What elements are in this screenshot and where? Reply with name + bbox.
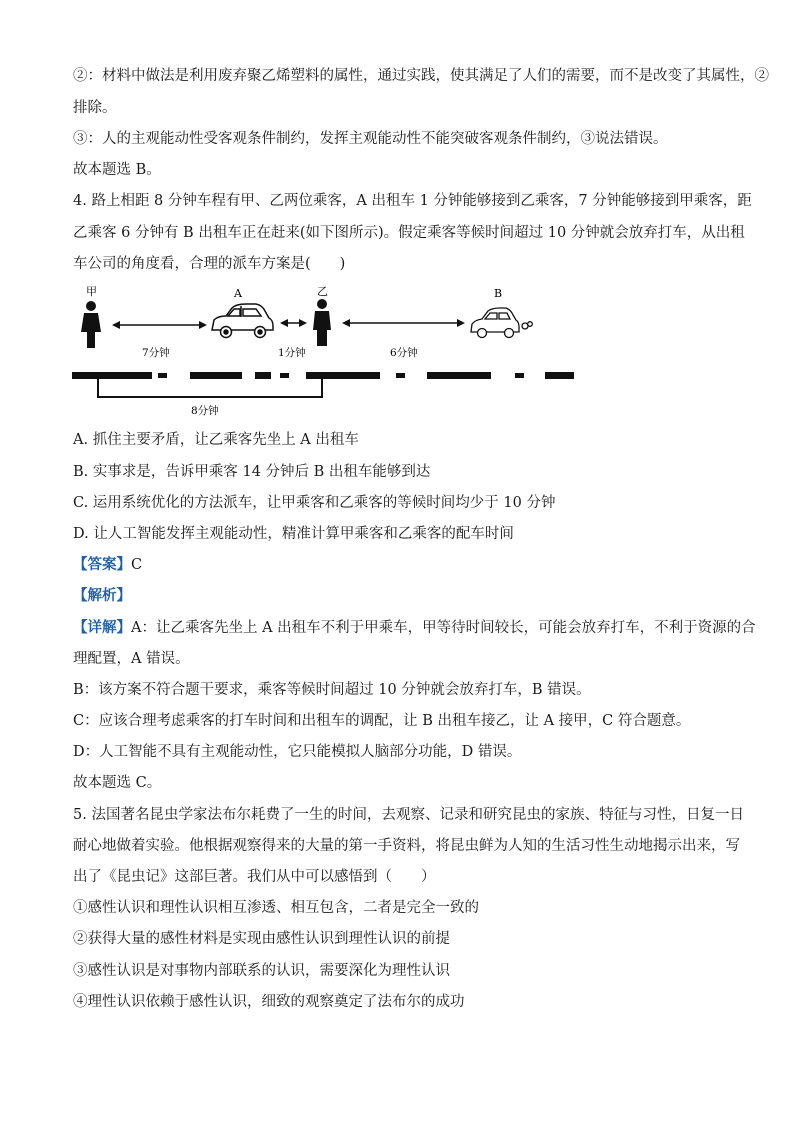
q4-option-c: C. 运用系统优化的方法派车，让甲乘客和乙乘客的等候时间均少于 10 分钟 (73, 495, 556, 511)
arrow-a-to-yi (280, 319, 307, 327)
answer-value: C (131, 557, 143, 573)
arrow-yi-to-b (342, 319, 465, 327)
q4-stem-line2: 乙乘客 6 分钟有 B 出租车正在赶来(如下图所示)。假定乘客等候时间超过 10 分钟就会放弃打车，从出租 (73, 225, 745, 241)
q4-analysis-heading (73, 586, 733, 606)
q4-option-b: B. 实事求是，告诉甲乘客 14 分钟后 B 出租车能够到达 (73, 464, 431, 480)
arrow-jia-to-a (112, 321, 207, 329)
q3-item3: ③：人的主观能动性受客观条件制约，发挥主观能动性不能突破客观条件制约，③说法错误。 (73, 131, 668, 147)
answer-tag: 【答案】 (73, 556, 131, 573)
q3-item2-line1: ②：材料中做法是利用废弃聚乙烯塑料的属性，通过实践，使其满足了人们的需要，而不是改变了其属性，② (73, 68, 769, 84)
label-jia: 甲 (86, 285, 97, 298)
q4-detail-a-line1 (73, 618, 756, 638)
q5-item4: ④理性认识依赖于感性认识，细致的观察奠定了法布尔的成功 (73, 994, 465, 1010)
q4-option-a: A. 抓住主要矛盾，让乙乘客先坐上 A 出租车 (73, 432, 359, 448)
car-a-icon (212, 304, 273, 338)
q3-conclusion: 故本题选 B。 (73, 162, 161, 178)
q4-detail-b: B：该方案不符合题干要求，乘客等候时间超过 10 分钟就会放弃打车，B 错误。 (73, 682, 591, 698)
analysis-tag: 【解析】 (73, 587, 131, 604)
dist-total: 8分钟 (191, 405, 219, 417)
q4-answer (73, 555, 733, 575)
q4-taxi-diagram (0, 280, 794, 425)
bracket-8-minutes (98, 379, 322, 397)
dist-a-yi: 1分钟 (278, 347, 306, 359)
q5-item1: ①感性认识和理性认识相互渗透、相互包含，二者是完全一致的 (73, 900, 479, 916)
q4-stem-line3: 车公司的角度看，合理的派车方案是( ) (73, 256, 346, 272)
q4-conclusion: 故本题选 C。 (73, 775, 162, 791)
detail-tag: 【详解】 (73, 619, 131, 636)
q4-detail-c: C：应该合理考虑乘客的打车时间和出租车的调配，让 B 出租车接乙，让 A 接甲，C 符合题意。 (73, 713, 691, 729)
q5-item2: ②获得大量的感性材料是实现由感性认识到理性认识的前提 (73, 931, 450, 947)
dist-jia-a: 7分钟 (142, 347, 170, 359)
q4-option-d: D. 让人工智能发挥主观能动性，精准计算甲乘客和乙乘客的配车时间 (73, 526, 514, 542)
q3-item2-line2: 排除。 (73, 100, 117, 116)
label-car-a: A (234, 287, 242, 300)
road-line (72, 372, 574, 379)
q4-detail-a-line2: 理配置，A 错误。 (73, 651, 190, 667)
q4-detail-d: D：人工智能不具有主观能动性，它只能模拟人脑部分功能，D 错误。 (73, 744, 522, 760)
q5-stem-line1: 5. 法国著名昆虫学家法布尔耗费了一生的时间，去观察、记录和研究昆虫的家族、特征与习性，日复一日 (73, 807, 744, 823)
q5-item3: ③感性认识是对事物内部联系的认识，需要深化为理性认识 (73, 963, 450, 979)
q4-stem-line1: 4. 路上相距 8 分钟车程有甲、乙两位乘客，A 出租车 1 分钟能够接到乙乘客，7 分钟能够接到甲乘客，距 (73, 193, 752, 209)
q5-stem-line2: 耐心地做着实验。他根据观察得来的大量的第一手资料，将昆虫鲜为人知的生活习性生动地揭示出来，写 (73, 838, 740, 854)
person-yi-icon (313, 299, 331, 346)
label-yi: 乙 (317, 285, 328, 298)
person-jia-icon (81, 301, 101, 348)
detail-a-text: A：让乙乘客先坐上 A 出租车不利于甲乘车，甲等待时间较长，可能会放弃打车，不利于资源的合 (131, 620, 756, 636)
car-b-icon (471, 308, 532, 338)
q5-stem-line3: 出了《昆虫记》这部巨著。我们从中可以感悟到（ ） (73, 869, 436, 885)
label-car-b: B (494, 287, 503, 300)
dist-yi-b: 6分钟 (390, 347, 418, 359)
